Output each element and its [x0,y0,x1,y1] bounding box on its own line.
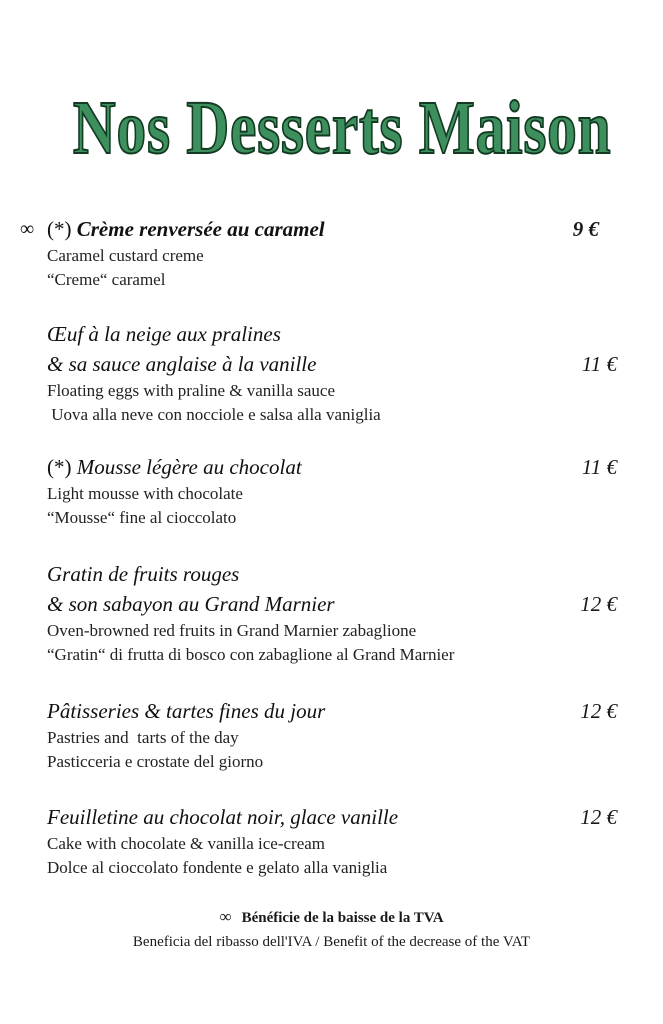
tva-note [0,906,663,929]
menu-item-feuilletine [47,802,617,880]
menu-item-oeuf-a-la-neige [47,319,617,427]
dish-name-fr: Feuilletine au chocolat noir, glace vanille [47,805,399,829]
dish-desc-it: “Mousse“ fine al cioccolato [47,508,237,527]
tva-note-translations: Beneficia del ribasso dell'IVA / Benefit of the decrease of the VAT [132,934,531,950]
dish-desc-en: Pastries and tarts of the day [47,728,239,747]
menu-item-patisseries [47,696,617,774]
dish-desc-en: Cake with chocolate & vanilla ice-cream [47,834,326,853]
dish-desc-it: “Gratin“ di frutta di bosco con zabaglione al Grand Marnier [47,645,455,664]
dish-name-fr-line2: & sa sauce anglaise à la vanille [47,352,317,376]
menu-title: Nos Desserts Maison [72,86,612,170]
dish-desc-it: “Creme“ caramel [47,270,166,289]
tva-marker-icon: ∞ [219,907,232,926]
homemade-tag: (*) [47,455,72,479]
dish-desc-en: Oven-browned red fruits in Grand Marnier zabaglione [47,621,417,640]
dish-name-fr-line1: Gratin de fruits rouges [47,562,240,586]
dish-desc-en: Caramel custard creme [47,246,204,265]
menu-item-gratin-fruits-rouges [47,559,617,667]
homemade-tag: (*) [47,217,72,241]
dish-name-fr: (*) Crème renversée au caramel [47,217,325,241]
dish-price: 9 € [572,217,599,241]
dish-desc-it: Dolce al cioccolato fondente e gelato alla vaniglia [47,858,388,877]
dish-desc-en: Floating eggs with praline & vanilla sauce [47,381,335,400]
dish-desc-it: Uova alla neve con nocciole e salsa alla vaniglia [47,405,381,424]
dish-price: 12 € [580,592,617,616]
tva-marker-icon: ∞ [20,218,35,240]
dish-name-fr-line2: & son sabayon au Grand Marnier [47,592,335,616]
tva-note-fr: Bénéficie de la baisse de la TVA [241,910,444,926]
dish-price: 11 € [581,455,617,479]
dish-name-fr: (*) Mousse légère au chocolat [47,455,302,479]
dish-desc-it: Pasticceria e crostate del giorno [47,752,264,771]
menu-item-mousse-chocolat [47,452,617,530]
dish-name-fr-line1: Œuf à la neige aux pralines [47,322,281,346]
dish-price: 11 € [581,352,617,376]
dish-price: 12 € [580,805,617,829]
dish-price: 12 € [580,699,617,723]
menu-item-creme-renversee [47,214,617,292]
dish-name-fr: Pâtisseries & tartes fines du jour [47,699,326,723]
dish-desc-en: Light mousse with chocolate [47,484,243,503]
